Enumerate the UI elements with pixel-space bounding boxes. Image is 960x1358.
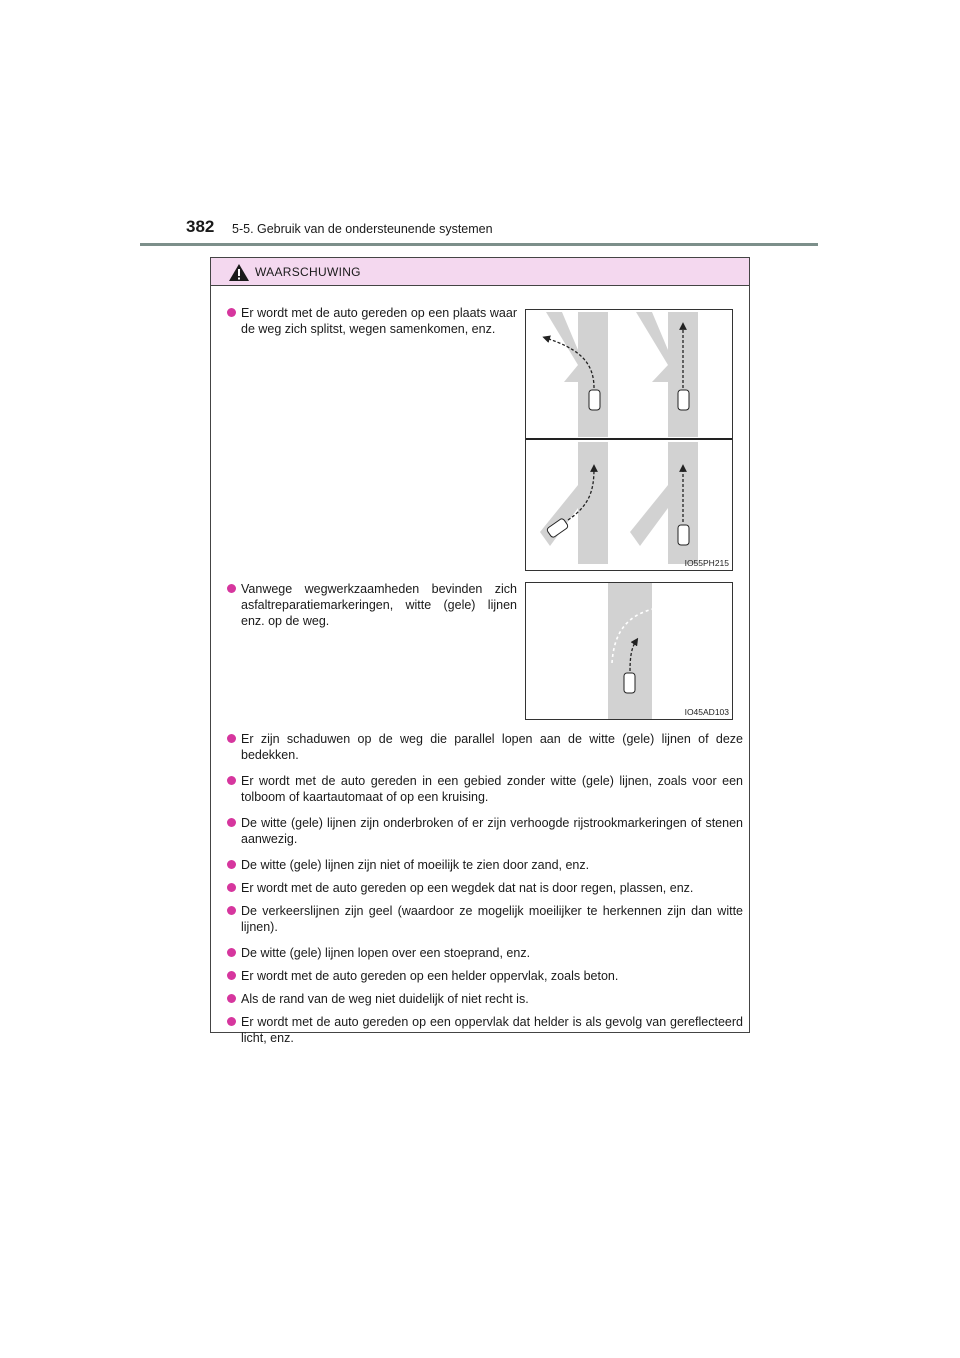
figure-repair-markings (525, 582, 733, 720)
page-number: 382 (186, 217, 215, 236)
list-item-text: Er wordt met de auto gereden in een gebied zonder witte (gele) lijnen, zoals voor een tolboom of kaartautomaat of op een kruising. (241, 774, 743, 804)
figure-road-fork (525, 309, 733, 571)
list-item-text: De witte (gele) lijnen zijn niet of moeilijk te zien door zand, enz. (241, 858, 590, 872)
bullet-dot (227, 860, 236, 869)
bullet-dot (227, 883, 236, 892)
list-item-text: Er wordt met de auto gereden op een helder oppervlak, zoals beton. (241, 969, 619, 983)
road-fork-illustration (526, 310, 732, 570)
bullet-dot (227, 734, 236, 743)
bullet-dot (227, 818, 236, 827)
list-item-text: Vanwege wegwerkzaamheden bevinden zich asfaltreparatiemarkeringen, witte (gele) lijnen enz. op de weg. (241, 582, 517, 628)
warning-triangle-icon (228, 263, 250, 282)
repair-markings-illustration (526, 583, 732, 719)
bullet-dot (227, 308, 236, 317)
warning-header (211, 258, 749, 286)
bullet-dot (227, 948, 236, 957)
header-rule (140, 243, 818, 246)
bullet-dot (227, 776, 236, 785)
figure-code: IO45AD103 (684, 707, 729, 717)
section-title: 5-5. Gebruik van de ondersteunende systemen (232, 222, 493, 236)
list-item-text: Er zijn schaduwen op de weg die parallel lopen aan de witte (gele) lijnen of deze bedekken. (241, 732, 743, 762)
bullet-dot (227, 1017, 236, 1026)
list-item-text: De witte (gele) lijnen zijn onderbroken of er zijn verhoogde rijstrookmarkeringen of stenen aanwezig. (241, 816, 743, 846)
bullet-dot (227, 971, 236, 980)
bullet-dot (227, 584, 236, 593)
bullet-dot (227, 994, 236, 1003)
list-item-text: Als de rand van de weg niet duidelijk of niet recht is. (241, 992, 529, 1006)
list-item-text: De witte (gele) lijnen lopen over een stoeprand, enz. (241, 946, 531, 960)
list-item-text: Er wordt met de auto gereden op een wegdek dat nat is door regen, plassen, enz. (241, 881, 694, 895)
list-item-text: Er wordt met de auto gereden op een plaats waar de weg zich splitst, wegen samenkomen, enz. (241, 306, 517, 336)
warning-box (210, 257, 750, 1045)
figure-code: IO55PH215 (684, 558, 729, 568)
warning-title: WAARSCHUWING (255, 265, 361, 279)
list-item-text: Er wordt met de auto gereden op een oppervlak dat helder is als gevolg van gereflecteerd licht, enz. (241, 1015, 743, 1045)
list-item-text: De verkeerslijnen zijn geel (waardoor ze mogelijk moeilijker te herkennen zijn dan witte lijnen). (241, 904, 743, 934)
bullet-dot (227, 906, 236, 915)
